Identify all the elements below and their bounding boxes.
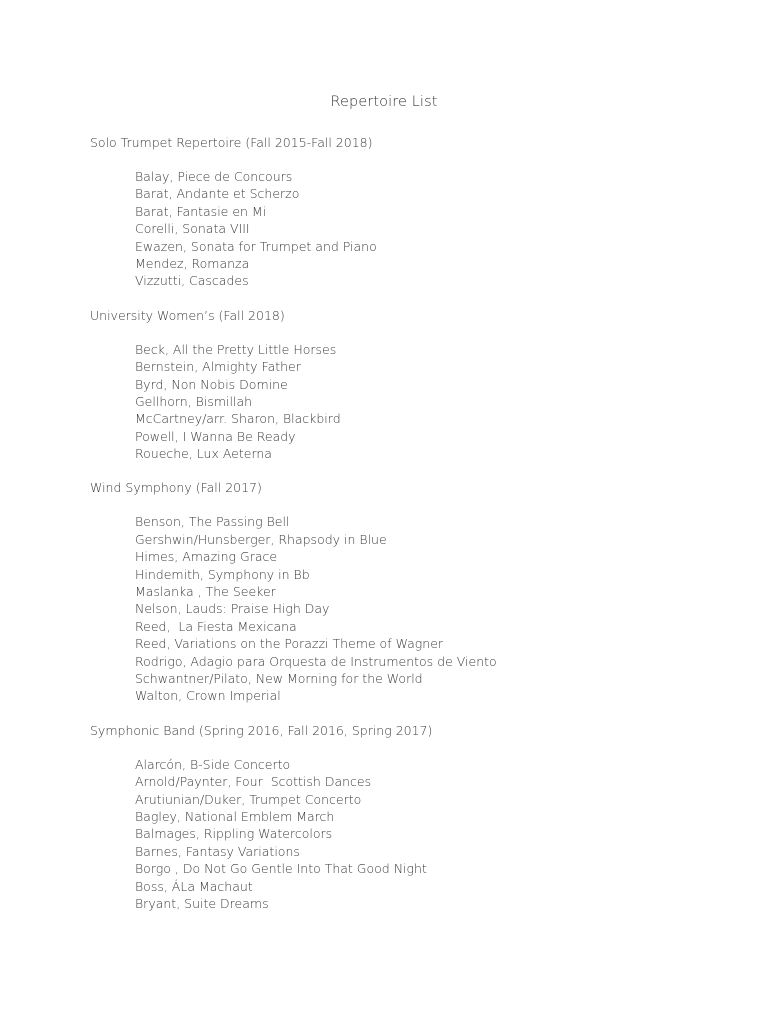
list-item: Balmages, Rippling Watercolors <box>135 826 333 842</box>
list-item: Beck, All the Pretty Little Horses <box>135 341 337 357</box>
section-solo-trumpet <box>90 134 750 290</box>
section-wind-symphony <box>90 479 750 704</box>
repertoire-list <box>90 756 750 913</box>
repertoire-list <box>90 341 750 463</box>
list-item: Walton, Crown Imperial <box>135 688 281 704</box>
section-heading: University Women’s (Fall 2018) <box>90 307 285 323</box>
list-item: Hindemith, Symphony in Bb <box>135 566 310 582</box>
list-item: Vizzutti, Cascades <box>135 273 249 289</box>
section-university-womens <box>90 307 750 463</box>
list-item: Balay, Piece de Concours <box>135 169 293 184</box>
list-item: Reed, Variations on the Porazzi Theme of Wagner <box>135 636 444 652</box>
list-item: Powell, I Wanna Be Ready <box>135 428 296 444</box>
list-item: Barat, Fantasie en Mi <box>135 203 267 219</box>
repertoire-list <box>90 513 750 704</box>
list-item: Mendez, Romanza <box>135 255 250 271</box>
list-item: Schwantner/Pilato, New Morning for the World <box>135 670 423 686</box>
list-item: Roueche, Lux Aeterna <box>135 446 272 462</box>
list-item: Ewazen, Sonata for Trumpet and Piano <box>135 238 377 254</box>
list-item: Boss, ÁLa Machaut <box>135 878 253 894</box>
page-title: Repertoire List <box>330 94 438 110</box>
repertoire-list <box>90 168 750 290</box>
list-item: Nelson, Lauds: Praise High Day <box>135 601 330 617</box>
list-item: Himes, Amazing Grace <box>135 549 278 565</box>
list-item: Gershwin/Hunsberger, Rhapsody in Blue <box>135 531 387 547</box>
list-item: Borgo , Do Not Go Gentle Into That Good Night <box>135 861 427 877</box>
list-item: Bryant, Suite Dreams <box>135 895 269 911</box>
list-item: Barnes, Fantasy Variations <box>135 843 300 859</box>
list-item: Maslanka , The Seeker <box>135 584 276 600</box>
section-heading: Symphonic Band (Spring 2016, Fall 2016, Spring 2017) <box>90 722 433 738</box>
list-item: Benson, The Passing Bell <box>135 514 290 530</box>
list-item: Bagley, National Emblem March <box>135 808 335 824</box>
list-item: McCartney/arr. Sharon, Blackbird <box>135 411 341 427</box>
list-item: Gellhorn, Bismillah <box>135 393 253 409</box>
section-heading: Solo Trumpet Repertoire (Fall 2015-Fall 2018) <box>90 135 373 150</box>
list-item: Arutiunian/Duker, Trumpet Concerto <box>135 791 362 807</box>
list-item: Corelli, Sonata VIII <box>135 221 250 237</box>
section-heading: Wind Symphony (Fall 2017) <box>90 480 262 496</box>
list-item: Bernstein, Almighty Father <box>135 359 301 375</box>
list-item: Arnold/Paynter, Four Scottish Dances <box>135 774 372 790</box>
list-item: Byrd, Non Nobis Domine <box>135 376 288 392</box>
list-item: Barat, Andante et Scherzo <box>135 186 300 202</box>
list-item: Reed, La Fiesta Mexicana <box>135 618 297 634</box>
section-symphonic-band <box>90 722 750 913</box>
repertoire-content <box>90 134 750 929</box>
list-item: Rodrigo, Adagio para Orquesta de Instrumentos de Viento <box>135 653 497 669</box>
list-item: Alarcón, B-Side Concerto <box>135 756 291 772</box>
